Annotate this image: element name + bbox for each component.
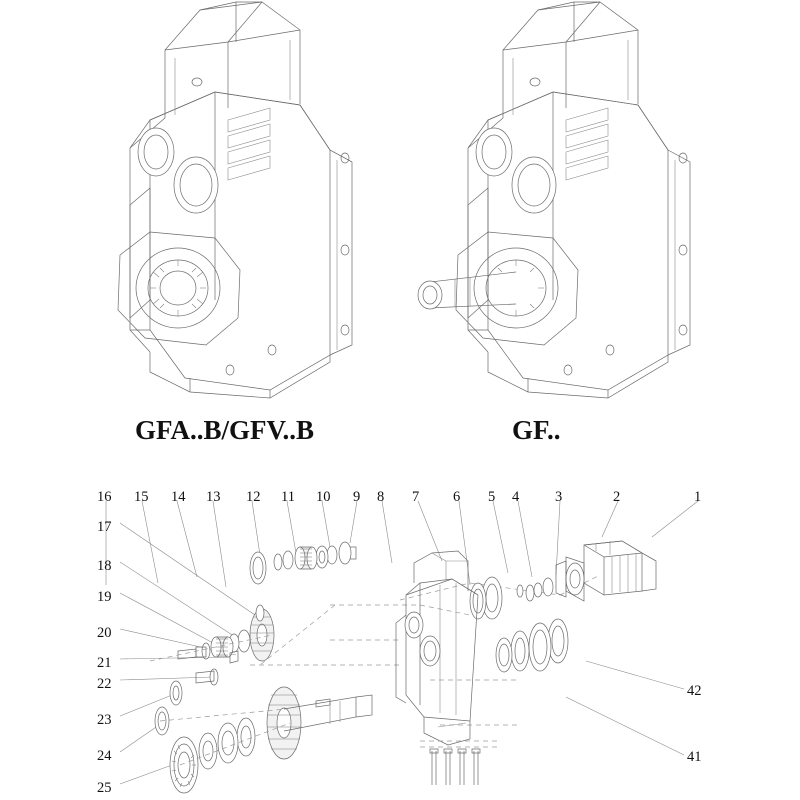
callout-number-10: 10 [316, 489, 331, 505]
callout-number-1: 1 [694, 489, 702, 505]
part-bolt-group [420, 741, 500, 785]
callout-number-23: 23 [97, 712, 112, 728]
caption-right-model: GF.. [512, 415, 561, 445]
callout-number-24: 24 [97, 748, 112, 764]
part-motor-assembly [556, 541, 656, 601]
gearbox-housing-left [118, 2, 352, 398]
callout-number-41: 41 [687, 749, 702, 765]
callout-number-3: 3 [555, 489, 563, 505]
gearbox-housing-right [418, 2, 690, 398]
exploded-parts-view [0, 465, 800, 800]
callout-number-12: 12 [246, 489, 261, 505]
callout-number-14: 14 [171, 489, 186, 505]
callout-number-16: 16 [97, 489, 112, 505]
callout-number-20: 20 [97, 625, 112, 641]
callout-number-8: 8 [377, 489, 385, 505]
part-pinion-shaft-upper [250, 542, 356, 584]
callout-number-5: 5 [488, 489, 496, 505]
callout-number-7: 7 [412, 489, 420, 505]
callout-number-11: 11 [281, 489, 295, 505]
callout-number-6: 6 [453, 489, 461, 505]
callout-number-4: 4 [512, 489, 520, 505]
callout-number-9: 9 [353, 489, 361, 505]
callout-number-21: 21 [97, 655, 112, 671]
part-output-gear [170, 687, 372, 793]
callout-number-13: 13 [206, 489, 221, 505]
callout-number-19: 19 [97, 589, 112, 605]
callout-number-2: 2 [613, 489, 621, 505]
exploded-parts-svg [0, 465, 800, 800]
caption-left-model: GFA..B/GFV..B [135, 415, 315, 445]
part-intermediate-shaft [150, 609, 274, 661]
part-main-housing [396, 551, 478, 745]
callout-number-22: 22 [97, 676, 112, 692]
callout-number-18: 18 [97, 558, 112, 574]
callout-number-17: 17 [97, 519, 112, 535]
callout-number-42: 42 [687, 683, 702, 699]
part-small-hardware-row [470, 577, 568, 672]
part-seal-washer-group [155, 605, 264, 735]
callout-number-25: 25 [97, 780, 112, 796]
callout-number-15: 15 [134, 489, 149, 505]
